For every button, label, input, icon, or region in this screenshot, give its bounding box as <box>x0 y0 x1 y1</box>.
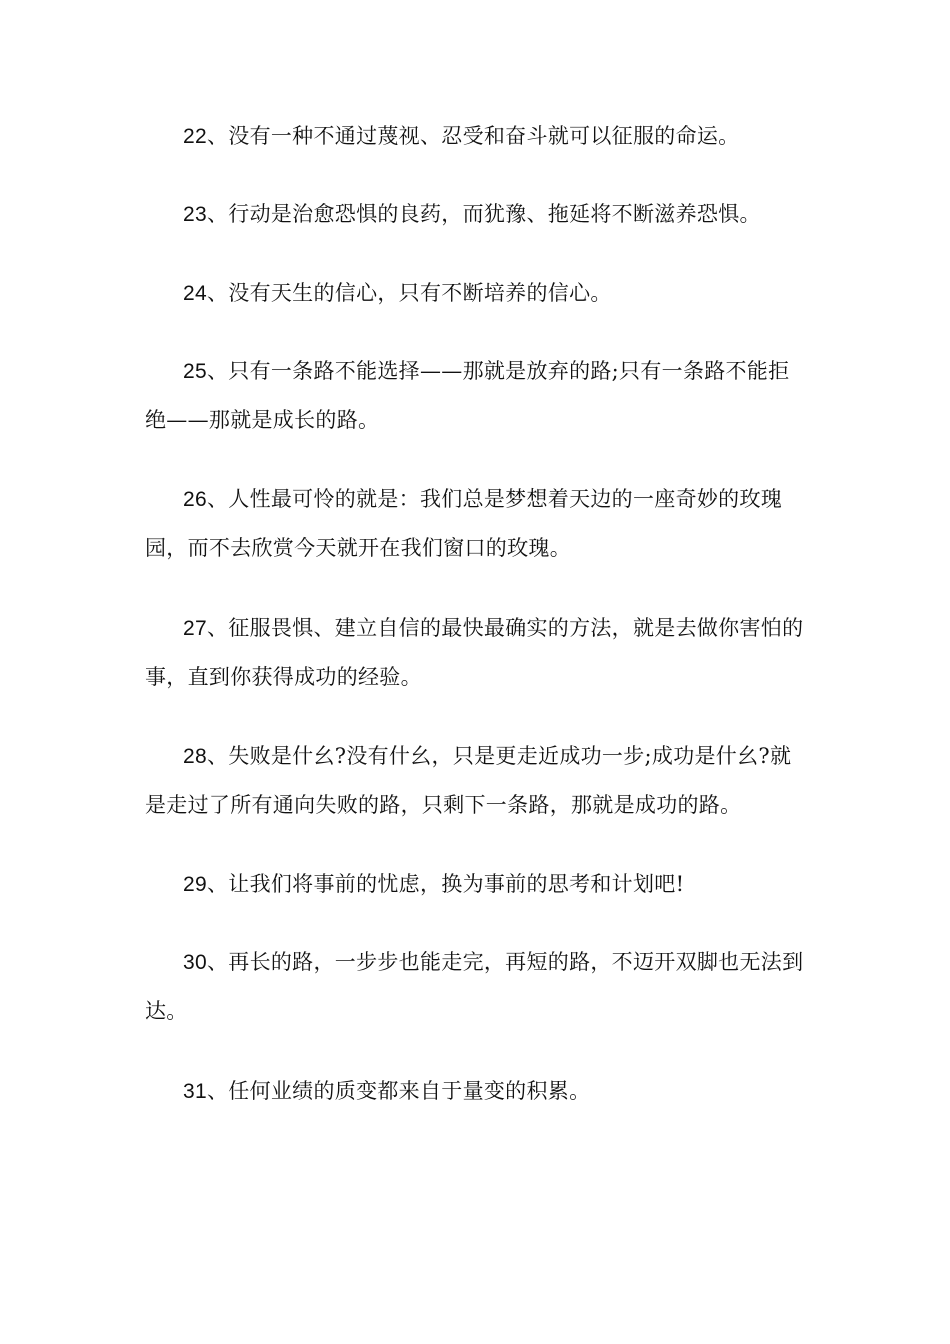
quote-number: 23 <box>183 203 207 226</box>
quote-paragraph-24 <box>145 269 809 318</box>
quote-paragraph-23 <box>145 190 809 239</box>
quote-paragraph-25 <box>145 347 809 444</box>
quote-paragraph-27 <box>145 604 809 701</box>
quote-number: 27 <box>183 617 207 640</box>
quote-number: 24 <box>183 282 207 305</box>
quote-paragraph-22 <box>145 112 809 161</box>
quote-number: 26 <box>183 488 207 511</box>
quote-text: 、只有一条路不能选择——那就是放弃的路;只有一条路不能拒绝——那就是成长的路。 <box>145 359 790 432</box>
quote-number: 31 <box>183 1080 207 1103</box>
quote-paragraph-31 <box>145 1067 809 1116</box>
quote-number: 29 <box>183 873 207 896</box>
quote-text: 、失败是什幺?没有什幺，只是更走近成功一步;成功是什幺?就是走过了所有通向失败的路，只剩下一条路，那就是成功的路。 <box>145 744 792 817</box>
quote-text: 、没有天生的信心，只有不断培养的信心。 <box>206 281 612 305</box>
quote-paragraph-26 <box>145 475 809 572</box>
quote-text: 、人性最可怜的就是：我们总是梦想着天边的一座奇妙的玫瑰园，而不去欣赏今天就开在我们窗口的玫瑰。 <box>145 487 783 560</box>
quote-number: 28 <box>183 745 207 768</box>
quote-number: 25 <box>183 360 207 383</box>
quote-paragraph-29 <box>145 860 809 909</box>
quote-text: 、行动是治愈恐惧的良药，而犹豫、拖延将不断滋养恐惧。 <box>206 202 761 226</box>
quote-text: 、再长的路，一步步也能走完，再短的路，不迈开双脚也无法到达。 <box>145 950 804 1023</box>
quote-text: 、任何业绩的质变都来自于量变的积累。 <box>206 1079 591 1103</box>
quote-text: 、征服畏惧、建立自信的最快最确实的方法，就是去做你害怕的事，直到你获得成功的经验。 <box>145 616 804 689</box>
quote-paragraph-28 <box>145 732 809 829</box>
quote-number: 22 <box>183 125 207 148</box>
quote-number: 30 <box>183 951 207 974</box>
quote-paragraph-30 <box>145 938 809 1035</box>
quote-text: 、让我们将事前的忧虑，换为事前的思考和计划吧! <box>206 872 685 896</box>
quote-text: 、没有一种不通过蔑视、忍受和奋斗就可以征服的命运。 <box>206 124 740 148</box>
